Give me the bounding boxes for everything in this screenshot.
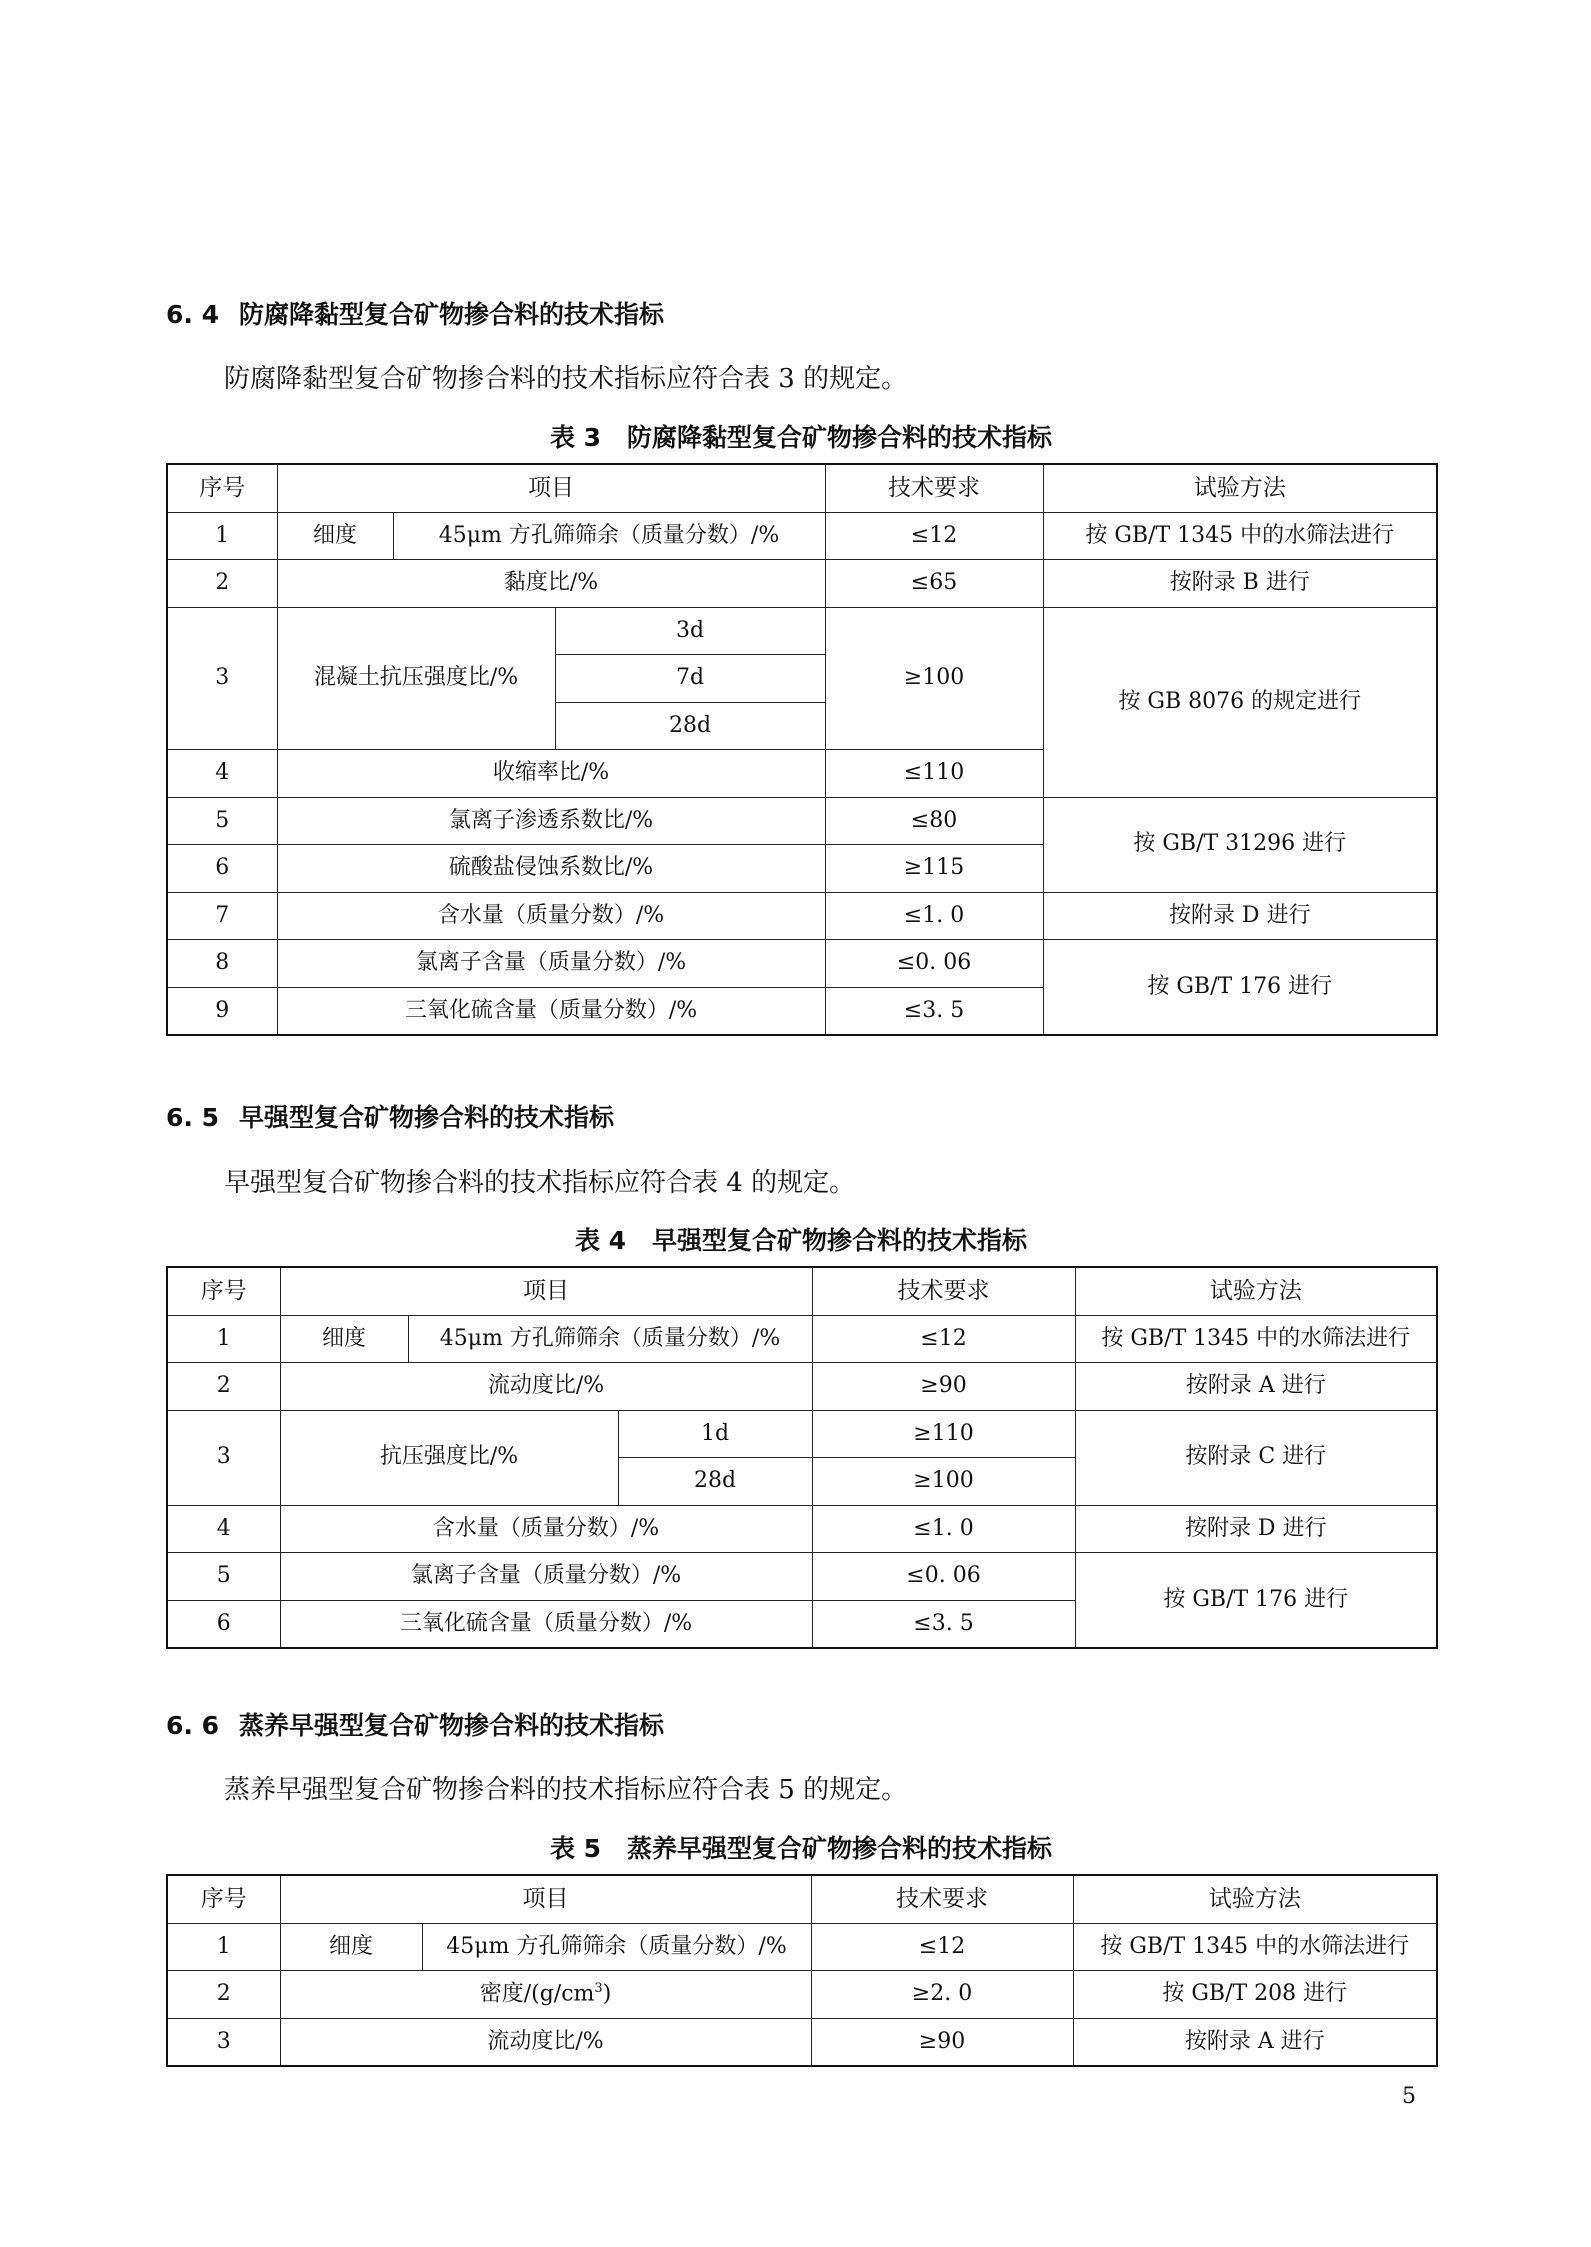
header-cell: 技术要求 <box>811 1875 1073 1923</box>
header-cell: 序号 <box>167 464 277 512</box>
item-cell: 黏度比/% <box>277 560 825 608</box>
method-cell: 按 GB/T 1345 中的水筛法进行 <box>1075 1315 1437 1363</box>
table-caption-5 <box>166 1829 1436 1865</box>
requirement-cell: ≥100 <box>825 607 1043 750</box>
age-cell: 28d <box>555 702 825 750</box>
sub-item-cell: 45μm 方孔筛筛余（质量分数）/% <box>408 1315 812 1363</box>
sub-item-cell: 45μm 方孔筛筛余（质量分数）/% <box>422 1923 811 1971</box>
requirement-cell: ≤12 <box>825 512 1043 560</box>
table-title: 蒸养早强型复合矿物掺合料的技术指标 <box>627 1834 1053 1863</box>
item-cell: 三氧化硫含量（质量分数）/% <box>280 1600 812 1648</box>
item-cell <box>280 1971 811 2019</box>
table-row <box>167 1315 1437 1363</box>
density-label-end: ) <box>602 1981 612 2007</box>
method-cell: 按 GB/T 176 进行 <box>1043 940 1437 1036</box>
method-cell: 按 GB/T 208 进行 <box>1073 1971 1437 2019</box>
item-cell: 三氧化硫含量（质量分数）/% <box>277 987 825 1035</box>
item-cell: 收缩率比/% <box>277 750 825 798</box>
method-cell: 按附录 D 进行 <box>1075 1505 1437 1553</box>
row-number: 1 <box>167 1923 280 1971</box>
row-number: 3 <box>167 607 277 750</box>
row-number: 1 <box>167 512 277 560</box>
requirement-cell: ≤12 <box>811 1923 1073 1971</box>
requirement-cell: ≤0. 06 <box>825 940 1043 988</box>
section-title: 防腐降黏型复合矿物掺合料的技术指标 <box>239 300 665 329</box>
table-number: 表 3 <box>549 423 602 452</box>
method-cell: 按附录 D 进行 <box>1043 892 1437 940</box>
age-cell: 1d <box>618 1410 812 1458</box>
section-number: 6. 4 <box>166 300 219 329</box>
item-cell: 氯离子含量（质量分数）/% <box>280 1553 812 1601</box>
table-caption-4 <box>166 1221 1436 1257</box>
section-title: 蒸养早强型复合矿物掺合料的技术指标 <box>239 1711 665 1740</box>
row-number: 7 <box>167 892 277 940</box>
table-row <box>167 1505 1437 1553</box>
section-number: 6. 5 <box>166 1103 219 1132</box>
section-heading-6-6 <box>166 1706 664 1742</box>
method-cell: 按 GB/T 1345 中的水筛法进行 <box>1043 512 1437 560</box>
requirement-cell: ≤0. 06 <box>812 1553 1075 1601</box>
table-row <box>167 1553 1437 1601</box>
row-number: 6 <box>167 1600 280 1648</box>
requirement-cell: ≤3. 5 <box>825 987 1043 1035</box>
sub-item-cell: 45μm 方孔筛筛余（质量分数）/% <box>393 512 825 560</box>
age-cell: 3d <box>555 607 825 655</box>
table-row <box>167 1971 1437 2019</box>
item-cell: 混凝土抗压强度比/% <box>277 607 555 750</box>
table-caption-3 <box>166 418 1436 454</box>
section-intro: 早强型复合矿物掺合料的技术指标应符合表 4 的规定。 <box>224 1168 856 1198</box>
header-cell: 项目 <box>280 1875 811 1923</box>
row-number: 2 <box>167 560 277 608</box>
table-row <box>167 607 1437 655</box>
header-cell: 技术要求 <box>825 464 1043 512</box>
row-number: 6 <box>167 845 277 893</box>
row-number: 5 <box>167 1553 280 1601</box>
density-exponent: 3 <box>594 1980 603 1996</box>
header-cell: 项目 <box>277 464 825 512</box>
method-cell: 按 GB/T 176 进行 <box>1075 1553 1437 1649</box>
header-cell: 序号 <box>167 1267 280 1315</box>
row-number: 5 <box>167 797 277 845</box>
table-row <box>167 512 1437 560</box>
method-cell: 按 GB 8076 的规定进行 <box>1043 607 1437 797</box>
table-header-row <box>167 464 1437 512</box>
header-cell: 技术要求 <box>812 1267 1075 1315</box>
item-cell: 抗压强度比/% <box>280 1410 618 1505</box>
header-cell: 项目 <box>280 1267 812 1315</box>
table-header-row <box>167 1267 1437 1315</box>
table-title: 防腐降黏型复合矿物掺合料的技术指标 <box>627 423 1053 452</box>
table-number: 表 5 <box>549 1834 602 1863</box>
age-cell: 7d <box>555 655 825 703</box>
age-cell: 28d <box>618 1458 812 1506</box>
requirement-cell: ≤12 <box>812 1315 1075 1363</box>
method-cell: 按附录 A 进行 <box>1075 1363 1437 1411</box>
table-row <box>167 940 1437 988</box>
requirement-cell: ≤65 <box>825 560 1043 608</box>
row-number: 4 <box>167 750 277 798</box>
item-cell: 细度 <box>280 1923 422 1971</box>
row-number: 4 <box>167 1505 280 1553</box>
requirement-cell: ≤1. 0 <box>812 1505 1075 1553</box>
table-row <box>167 797 1437 845</box>
section-heading-6-4 <box>166 295 664 331</box>
section-intro: 蒸养早强型复合矿物掺合料的技术指标应符合表 5 的规定。 <box>224 1775 908 1805</box>
table-number: 表 4 <box>574 1226 627 1255</box>
row-number: 3 <box>167 2018 280 2066</box>
row-number: 8 <box>167 940 277 988</box>
header-cell: 序号 <box>167 1875 280 1923</box>
section-heading-6-5 <box>166 1098 614 1134</box>
density-label: 密度/(g/cm <box>479 1981 595 2007</box>
section-title: 早强型复合矿物掺合料的技术指标 <box>239 1103 615 1132</box>
section-intro: 防腐降黏型复合矿物掺合料的技术指标应符合表 3 的规定。 <box>224 364 908 394</box>
table-4 <box>166 1266 1438 1649</box>
requirement-cell: ≥2. 0 <box>811 1971 1073 2019</box>
table-row <box>167 1923 1437 1971</box>
table-5 <box>166 1874 1438 2067</box>
item-cell: 细度 <box>280 1315 408 1363</box>
table-row <box>167 892 1437 940</box>
method-cell: 按附录 C 进行 <box>1075 1410 1437 1505</box>
method-cell: 按附录 B 进行 <box>1043 560 1437 608</box>
table-row <box>167 1410 1437 1458</box>
item-cell: 含水量（质量分数）/% <box>280 1505 812 1553</box>
row-number: 1 <box>167 1315 280 1363</box>
table-header-row <box>167 1875 1437 1923</box>
header-cell: 试验方法 <box>1043 464 1437 512</box>
method-cell: 按 GB/T 31296 进行 <box>1043 797 1437 892</box>
header-cell: 试验方法 <box>1075 1267 1437 1315</box>
header-cell: 试验方法 <box>1073 1875 1437 1923</box>
item-cell: 氯离子渗透系数比/% <box>277 797 825 845</box>
table-row <box>167 560 1437 608</box>
item-cell: 氯离子含量（质量分数）/% <box>277 940 825 988</box>
requirement-cell: ≤80 <box>825 797 1043 845</box>
table-row <box>167 2018 1437 2066</box>
requirement-cell: ≤110 <box>825 750 1043 798</box>
row-number: 2 <box>167 1971 280 2019</box>
row-number: 2 <box>167 1363 280 1411</box>
table-row <box>167 1363 1437 1411</box>
row-number: 3 <box>167 1410 280 1505</box>
section-number: 6. 6 <box>166 1711 219 1740</box>
table-3 <box>166 463 1438 1036</box>
row-number: 9 <box>167 987 277 1035</box>
page-number: 5 <box>1402 2084 1416 2109</box>
requirement-cell: ≥115 <box>825 845 1043 893</box>
requirement-cell: ≤3. 5 <box>812 1600 1075 1648</box>
item-cell: 流动度比/% <box>280 1363 812 1411</box>
requirement-cell: ≥90 <box>812 1363 1075 1411</box>
requirement-cell: ≤1. 0 <box>825 892 1043 940</box>
requirement-cell: ≥100 <box>812 1458 1075 1506</box>
item-cell: 硫酸盐侵蚀系数比/% <box>277 845 825 893</box>
item-cell: 含水量（质量分数）/% <box>277 892 825 940</box>
requirement-cell: ≥110 <box>812 1410 1075 1458</box>
requirement-cell: ≥90 <box>811 2018 1073 2066</box>
table-title: 早强型复合矿物掺合料的技术指标 <box>652 1226 1028 1255</box>
item-cell: 流动度比/% <box>280 2018 811 2066</box>
method-cell: 按 GB/T 1345 中的水筛法进行 <box>1073 1923 1437 1971</box>
method-cell: 按附录 A 进行 <box>1073 2018 1437 2066</box>
item-cell: 细度 <box>277 512 393 560</box>
